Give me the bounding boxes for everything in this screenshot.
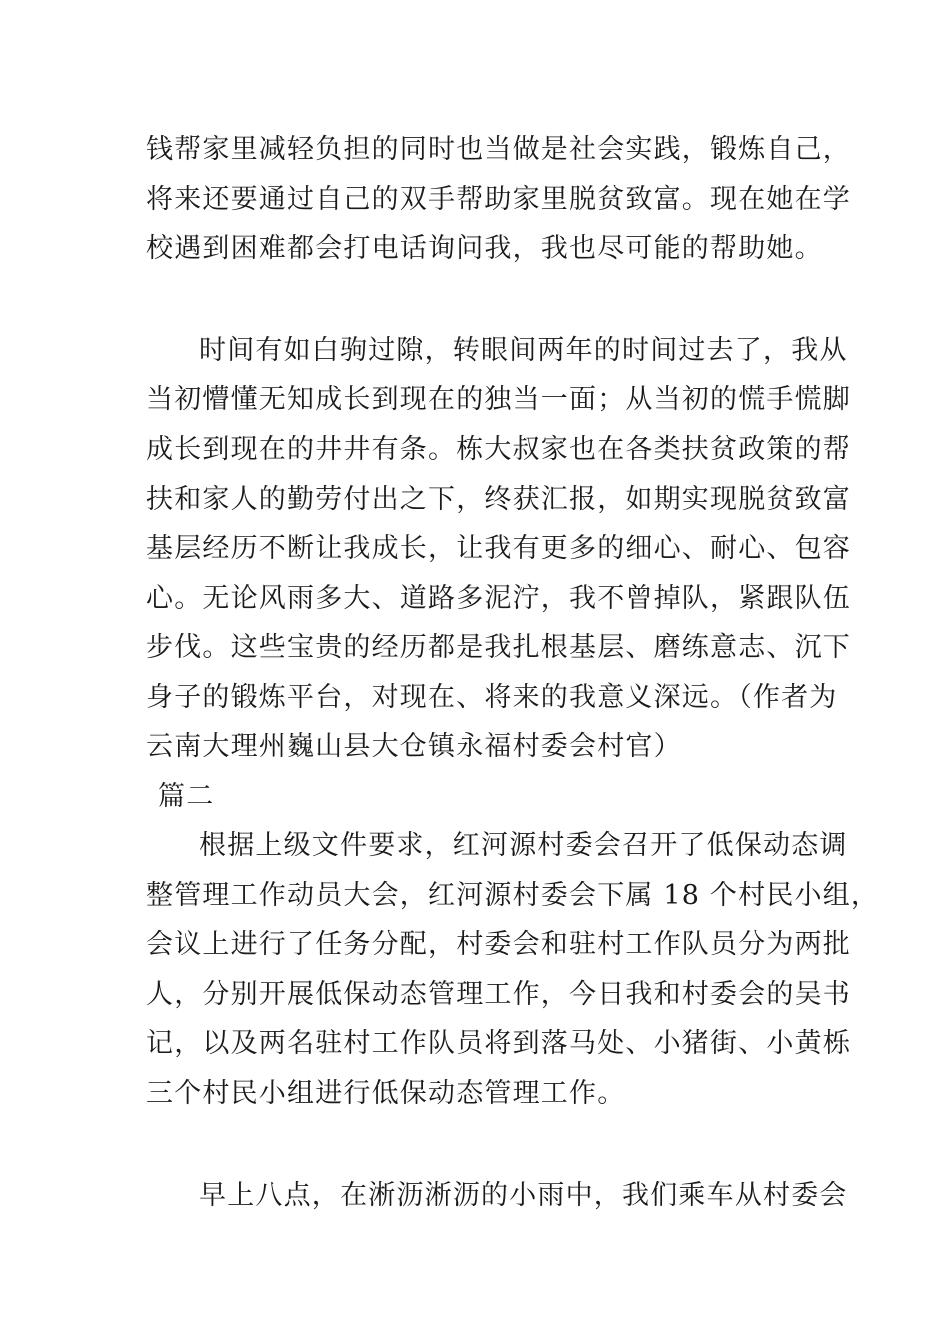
paragraph-line: 三个村民小组进行低保动态管理工作。 — [146, 1078, 626, 1109]
paragraph-line: 时间有如白驹过隙，转眼间两年的时间过去了，我从 — [199, 335, 848, 366]
paragraph-line: 人，分别开展低保动态管理工作，今日我和村委会的吴书 — [146, 979, 851, 1010]
paragraph-line: 早上八点，在淅沥淅沥的小雨中，我们乘车从村委会 — [199, 1180, 848, 1211]
paragraph-line: 基层经历不断让我成长，让我有更多的细心、耐心、包容 — [146, 533, 851, 564]
paragraph-line: 心。无论风雨多大、道路多泥泞，我不曾掉队，紧跟队伍 — [146, 583, 851, 614]
paragraph-line: 步伐。这些宝贵的经历都是我扎根基层、磨练意志、沉下 — [146, 632, 851, 663]
paragraph-line: 身子的锻炼平台，对现在、将来的我意义深远。（作者为 — [146, 682, 838, 713]
paragraph-line: 校遇到困难都会打电话询问我，我也尽可能的帮助她。 — [146, 233, 823, 264]
paragraph-line: 将来还要通过自己的双手帮助家里脱贫致富。现在她在学 — [146, 184, 851, 215]
paragraph-line: 扶和家人的勤劳付出之下，终获汇报，如期实现脱贫致富 — [146, 484, 851, 515]
paragraph-line: 云南大理州巍山县大仓镇永福村委会村官） — [146, 731, 682, 762]
paragraph-line: 当初懵懂无知成长到现在的独当一面；从当初的慌手慌脚 — [146, 384, 851, 415]
paragraph-line: 会议上进行了任务分配，村委会和驻村工作队员分为两批 — [146, 929, 851, 960]
section-title: 篇二 — [158, 781, 215, 812]
paragraph-line: 钱帮家里减轻负担的同时也当做是社会实践，锻炼自己， — [146, 134, 851, 165]
paragraph-line: 记，以及两名驻村工作队员将到落马处、小猪街、小黄栎 — [146, 1028, 851, 1059]
paragraph-line: 根据上级文件要求，红河源村委会召开了低保动态调 — [199, 830, 848, 861]
paragraph-line: 整管理工作动员大会，红河源村委会下属 18 个村民小组， — [146, 880, 880, 911]
paragraph-line: 成长到现在的井井有条。栋大叔家也在各类扶贫政策的帮 — [146, 434, 851, 465]
